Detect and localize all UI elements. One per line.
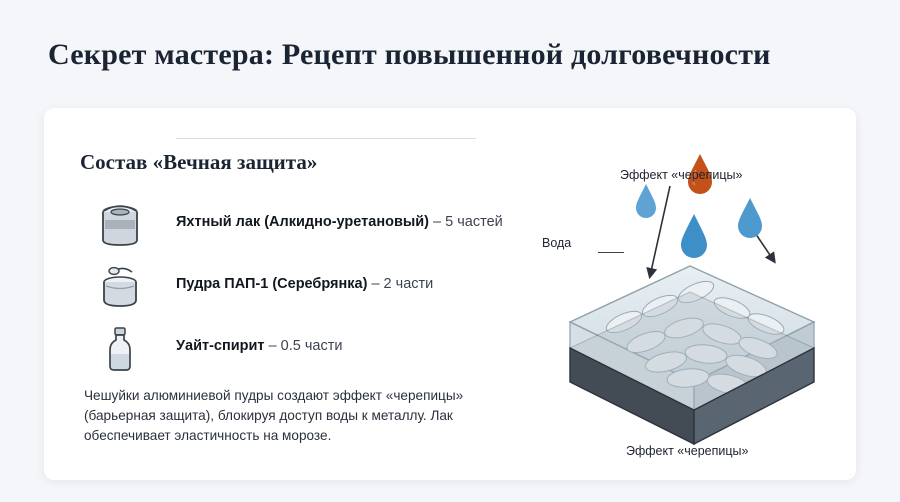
diagram-label-bottom: Эффект «черепицы» <box>626 444 749 458</box>
explanatory-note: Чешуйки алюминиевой пудры создают эффект «черепицы» (барьерная защита), блокируя доступ воды к металлу. Лак обеспечивает эластичность на морозе. <box>84 388 464 443</box>
ingredient-name: Яхтный лак (Алкидно-уретановый) <box>176 214 429 230</box>
ingredient-amount: – 0.5 части <box>268 338 343 354</box>
list-item <box>80 258 540 320</box>
solvent-bottle-icon <box>92 322 148 378</box>
ingredient-name: Уайт-спирит <box>176 338 265 354</box>
diagram-label-top: Эффект «черепицы» <box>620 168 743 182</box>
ingredient-amount: – 5 частей <box>433 214 503 230</box>
ingredient-amount: – 2 части <box>371 276 434 292</box>
shingle-effect-diagram <box>542 126 842 466</box>
diagram-label-water: Вода <box>542 236 572 250</box>
ingredients-list <box>80 196 540 382</box>
title-divider <box>176 138 476 139</box>
ingredient-text <box>176 214 503 230</box>
water-drop-icon <box>636 184 656 218</box>
water-drop-icon <box>681 214 707 258</box>
water-leader-line <box>598 252 624 253</box>
ingredient-text <box>176 338 342 354</box>
list-item <box>80 320 540 382</box>
recipe-card <box>44 108 856 480</box>
water-drop-icon <box>738 198 762 238</box>
page-title: Секрет мастера: Рецепт повышенной долговечности <box>48 38 771 71</box>
ingredient-name: Пудра ПАП-1 (Серебрянка) <box>176 276 368 292</box>
section-title: Состав «Вечная защита» <box>80 150 318 174</box>
paint-can-icon <box>92 198 148 254</box>
list-item <box>80 196 540 258</box>
ingredient-text <box>176 276 433 292</box>
powder-jar-icon <box>92 260 148 316</box>
